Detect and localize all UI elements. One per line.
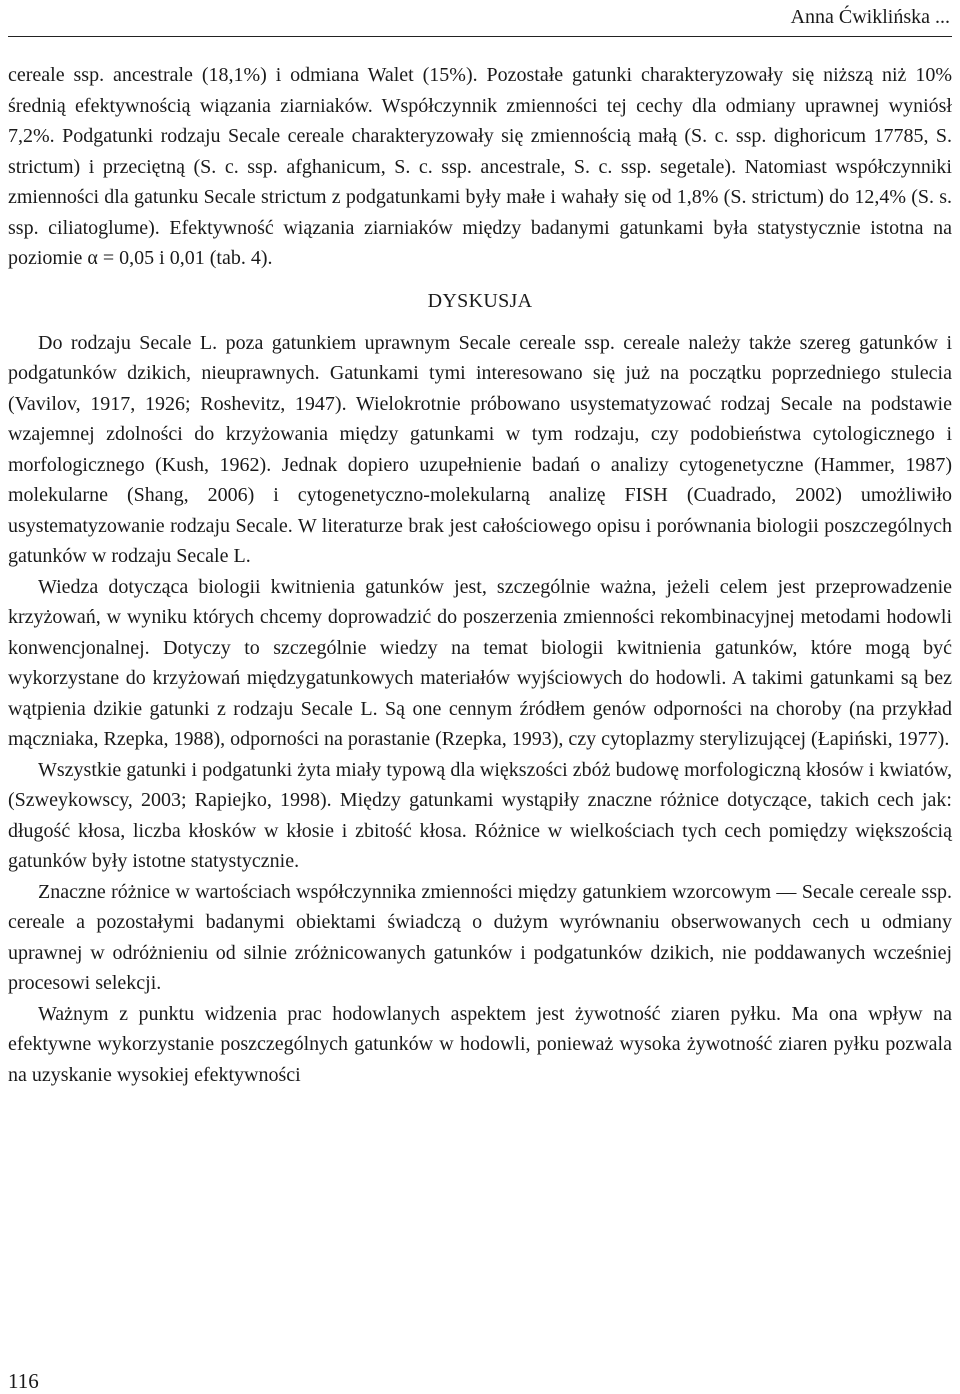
paragraph: Wszystkie gatunki i podgatunki żyta miały typową dla większości zbóż budowę morfologiczną kłosów i kwiatów, (Szweykowscy, 2003; Rapiejko, 1998). Między gatunkami wystąpiły znaczne różnice dotyczące, takich cech jak: długość kłosa, liczba kłosków w kłosie i zbitość kłosa. Różnice w wielkościach tych cech pomiędzy większością gatunków były istotne statystycznie. <box>8 758 952 872</box>
page-number: 116 <box>8 1369 39 1393</box>
intro-paragraph: cereale ssp. ancestrale (18,1%) i odmiana Walet (15%). Pozostałe gatunki charakteryzowały się niższą niż 10% średnią efektywnością wiązania ziarniaków. Współczynnik zmienności tej cechy dla odmiany uprawnej wyniósł 7,2%. Podgatunki rodzaju Secale cereale charakteryzowały się zmiennością małą (S. c. ssp. dighoricum 17785, S. strictum) i przeciętną (S. c. ssp. afghanicum, S. c. ssp. ancestrale, S. c. ssp. segetale). Natomiast współczynniki zmienności dla gatunku Secale strictum z podgatunkami były małe i wahały się od 1,8% (S. strictum) do 12,4% (S. s. ssp. ciliatoglume). Efektywność wiązania ziarniaków między badanymi gatunkami była statystycznie istotna na poziomie α = 0,05 i 0,01 (tab. 4). <box>8 64 952 269</box>
header-divider <box>8 36 952 37</box>
section-heading: DYSKUSJA <box>427 289 533 312</box>
paragraph: Ważnym z punktu widzenia prac hodowlanych aspektem jest żywotność ziaren pyłku. Ma ona wpływ na efektywne wykorzystanie poszczególnych gatunków w hodowli, ponieważ wysoka żywotność ziaren pyłku pozwala na uzyskanie wysokiej efektywności <box>8 1002 952 1086</box>
paragraph: Do rodzaju Secale L. poza gatunkiem uprawnym Secale cereale ssp. cereale należy także szereg gatunków i podgatunków dzikich, nieuprawnych. Gatunkami tymi interesowano się już na początku poprzedniego stulecia (Vavilov, 1917, 1926; Roshevitz, 1947). Wielokrotnie próbowano usystematyzować rodzaj Secale na podstawie wzajemnej zdolności do krzyżowania między gatunkami w tym rodzaju, czy podobieństwa cytologicznego i morfologicznego (Kush, 1962). Jednak dopiero uzupełnienie badań o analizy cytogenetyczne (Hammer, 1987) molekularne (Shang, 2006) i cytogenetyczno-molekularną analizę FISH (Cuadrado, 2002) umożliwiło usystematyzowanie rodzaju Secale. W literaturze brak jest całościowego opisu i porównania biologii poszczególnych gatunków w rodzaju Secale L. <box>8 331 952 567</box>
paragraph: Znaczne różnice w wartościach współczynnika zmienności między gatunkiem wzorcowym — Secale cereale ssp. cereale a pozostałymi badanymi obiektami świadczą o dużym wyrównaniu obserwowanych cech u odmiany uprawnej w odróżnieniu od silnie zróżnicowanych gatunków i podgatunków dzikich, nie poddawanych wcześniej procesowi selekcji. <box>8 880 952 994</box>
paragraph: Wiedza dotycząca biologii kwitnienia gatunków jest, szczególnie ważna, jeżeli celem jest przeprowadzenie krzyżowań, w wyniku których chcemy doprowadzić do poszerzenia zmienności rekombinacyjnej metodami hodowli konwencjonalnej. Dotyczy to szczególnie wiedzy na temat biologii kwitnienia gatunków, które mogą być wykorzystane do krzyżowań międzygatunkowych materiałów wyjściowych do hodowli. A takimi gatunkami są bez wątpienia dzikie gatunki z rodzaju Secale L. Są one cennym źródłem genów odporności na choroby (na przykład mączniaka, Rzepka, 1988), odporności na porastanie (Rzepka, 1993), czy cytoplazmy sterylizującej (Łapiński, 1977). <box>8 575 952 750</box>
main-text <box>8 60 952 1090</box>
running-header: Anna Ćwiklińska ... <box>790 6 950 28</box>
